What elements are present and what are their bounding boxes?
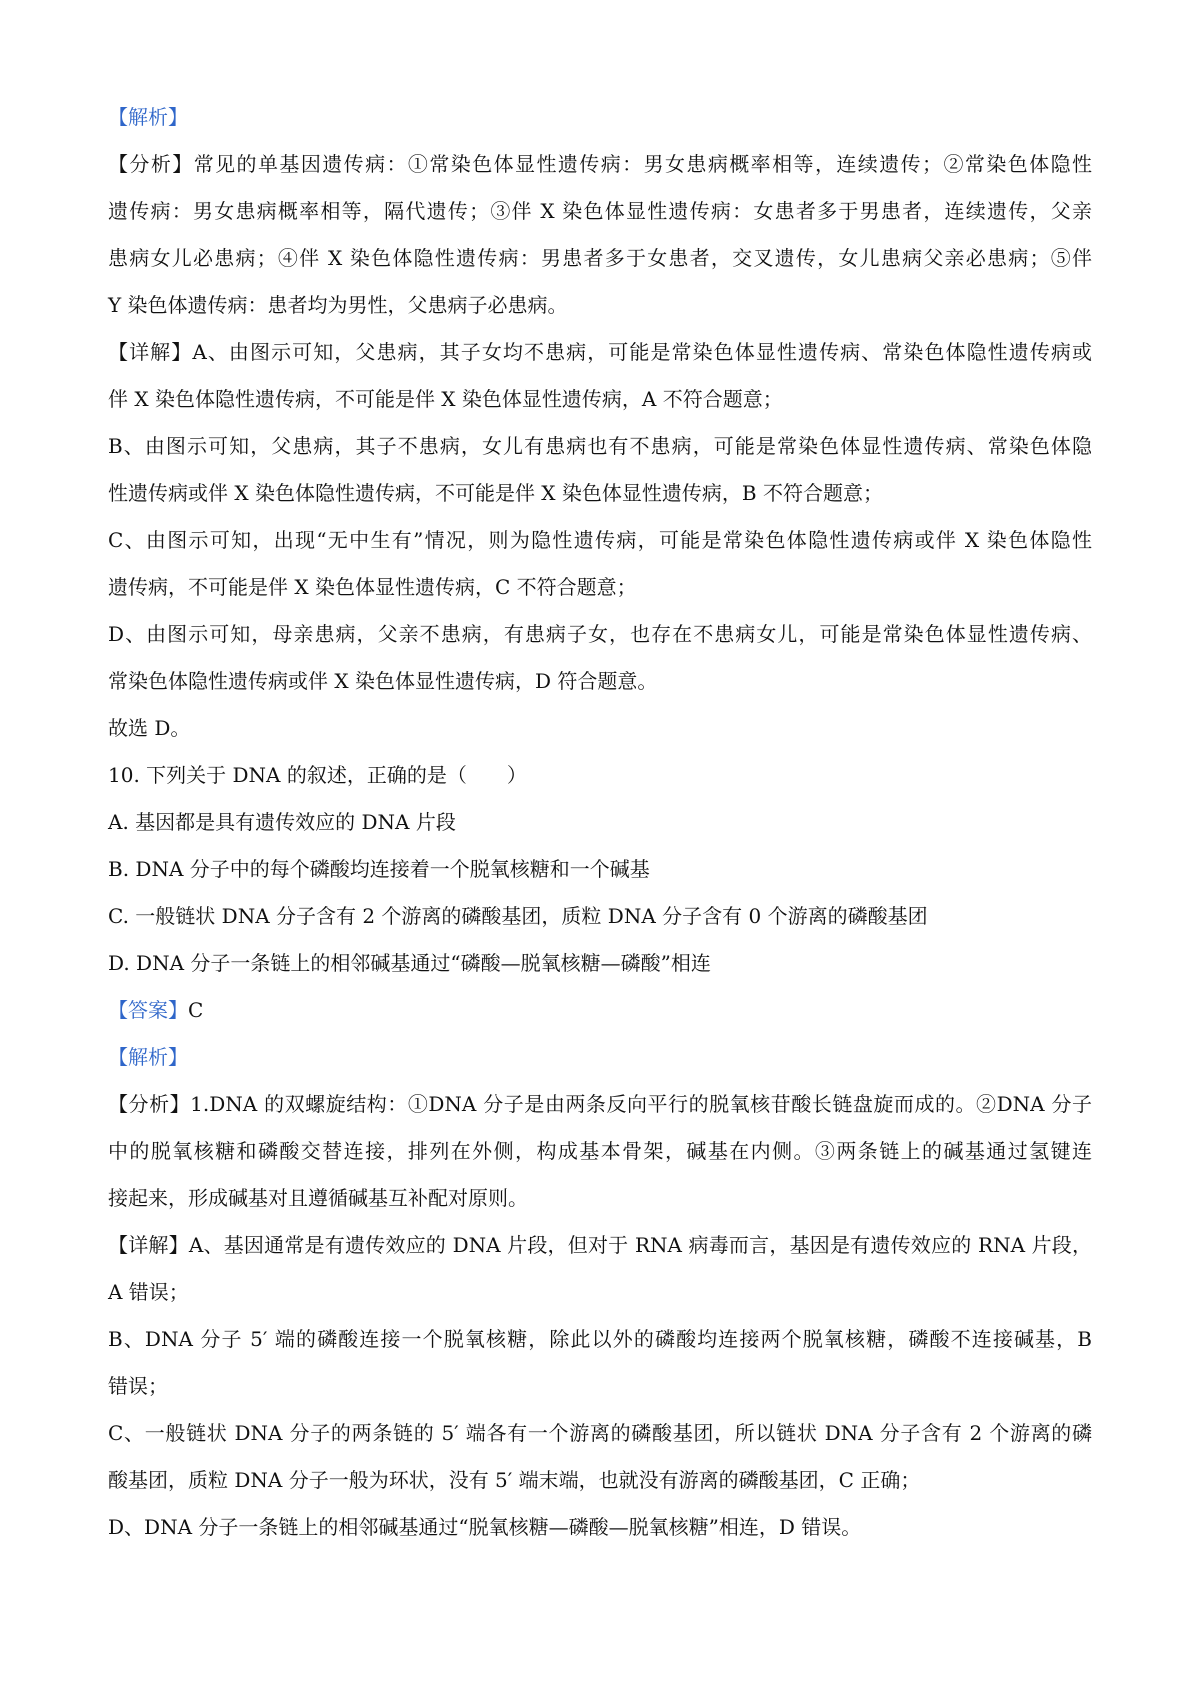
fenxi-block-2 [108,1081,1092,1222]
xiangjie-line-4: 性遗传病或伴 X 染色体隐性遗传病，不可能是伴 X 染色体显性遗传病，B 不符合题意； [108,481,883,505]
option-d: D. DNA 分子一条链上的相邻碱基通过“磷酸—脱氧核糖—磷酸”相连 [108,951,711,975]
option-a: A. 基因都是具有遗传效应的 DNA 片段 [108,810,456,834]
fenxi-label: 【分析】 [108,152,194,176]
xiangjie-line-1 [108,329,1092,376]
question-10 [108,752,1092,1081]
question-stem: 10. 下列关于 DNA 的叙述，正确的是（ ） [108,763,527,787]
fenxi-block-1 [108,141,1092,329]
xiangjie-line-7: D、由图示可知，母亲患病，父亲不患病，有患病子女，也存在不患病女儿，可能是常染色体显性遗传病、 [108,622,1092,646]
option-b: B. DNA 分子中的每个磷酸均连接着一个脱氧核糖和一个碱基 [108,857,650,881]
fenxi-line-1 [108,141,1092,188]
xiangjie2-line-3: B、DNA 分子 5′ 端的磷酸连接一个脱氧核糖，除此以外的磷酸均连接两个脱氧核糖，磷酸不连接碱基，B [108,1327,1092,1351]
xiangjie2-line-6: 酸基团，质粒 DNA 分子一般为环状，没有 5′ 端末端，也就没有游离的磷酸基团，C 正确； [108,1468,921,1492]
option-c: C. 一般链状 DNA 分子含有 2 个游离的磷酸基团，质粒 DNA 分子含有 0 个游离的磷酸基团 [108,904,928,928]
xiangjie-line-3: B、由图示可知，父患病，其子不患病，女儿有患病也有不患病，可能是常染色体显性遗传病、常染色体隐 [108,434,1092,458]
xiangjie2-line-1 [108,1222,1092,1269]
xiangjie2-line-4: 错误； [108,1374,168,1398]
fenxi-line-2: 遗传病：男女患病概率相等，隔代遗传；③伴 X 染色体显性遗传病：女患者多于男患者，连续遗传，父亲 [108,199,1092,223]
fenxi2-text: 1.DNA 的双螺旋结构：①DNA 分子是由两条反向平行的脱氧核苷酸长链盘旋而成的。②DNA 分子 [190,1092,1092,1116]
fenxi2-line-1 [108,1081,1092,1128]
xiangjie2-line-5: C、一般链状 DNA 分子的两条链的 5′ 端各有一个游离的磷酸基团，所以链状 DNA 分子含有 2 个游离的磷 [108,1421,1092,1445]
xiangjie2-text: A、基因通常是有遗传效应的 DNA 片段，但对于 RNA 病毒而言，基因是有遗传效应的 RNA 片段， [188,1233,1092,1257]
xiangjie2-line-2: A 错误； [108,1280,189,1304]
xiangjie-label: 【详解】 [108,340,193,364]
xiangjie-text: A、由图示可知，父患病，其子女均不患病，可能是常染色体显性遗传病、常染色体隐性遗传病或 [192,340,1092,364]
xiangjie-block-1 [108,329,1092,752]
fenxi-text: 常见的单基因遗传病：①常染色体显性遗传病：男女患病概率相等，连续遗传；②常染色体隐性 [193,152,1093,176]
xiangjie-block-2 [108,1222,1092,1551]
fenxi-line-4: Y 染色体遗传病：患者均为男性，父患病子必患病。 [108,293,568,317]
fenxi2-line-2: 中的脱氧核糖和磷酸交替连接，排列在外侧，构成基本骨架，碱基在内侧。③两条链上的碱基通过氢键连 [108,1139,1092,1163]
answer-line [108,987,1092,1034]
xiangjie2-line-7: D、DNA 分子一条链上的相邻碱基通过“脱氧核糖—磷酸—脱氧核糖”相连，D 错误。 [108,1515,862,1539]
analysis-heading-1 [108,94,1092,141]
analysis-heading-text: 【解析】 [108,105,188,129]
xiangjie-line-2: 伴 X 染色体隐性遗传病，不可能是伴 X 染色体显性遗传病，A 不符合题意； [108,387,783,411]
xiangjie-line-6: 遗传病，不可能是伴 X 染色体显性遗传病，C 不符合题意； [108,575,637,599]
answer-label: 【答案】 [108,998,188,1022]
fenxi2-label: 【分析】 [108,1092,191,1116]
choose-answer-line: 故选 D。 [108,716,191,740]
xiangjie-line-5: C、由图示可知，出现“无中生有”情况，则为隐性遗传病，可能是常染色体隐性遗传病或伴 X 染色体隐性 [108,528,1092,552]
fenxi-line-3: 患病女儿必患病；④伴 X 染色体隐性遗传病：男患者多于女患者，交叉遗传，女儿患病父亲必患病；⑤伴 [108,246,1092,270]
fenxi2-line-3: 接起来，形成碱基对且遵循碱基互补配对原则。 [108,1186,528,1210]
xiangjie-line-8: 常染色体隐性遗传病或伴 X 染色体显性遗传病，D 符合题意。 [108,669,658,693]
xiangjie2-label: 【详解】 [108,1233,189,1257]
analysis-heading-2: 【解析】 [108,1045,188,1069]
answer-value: C [188,998,204,1022]
